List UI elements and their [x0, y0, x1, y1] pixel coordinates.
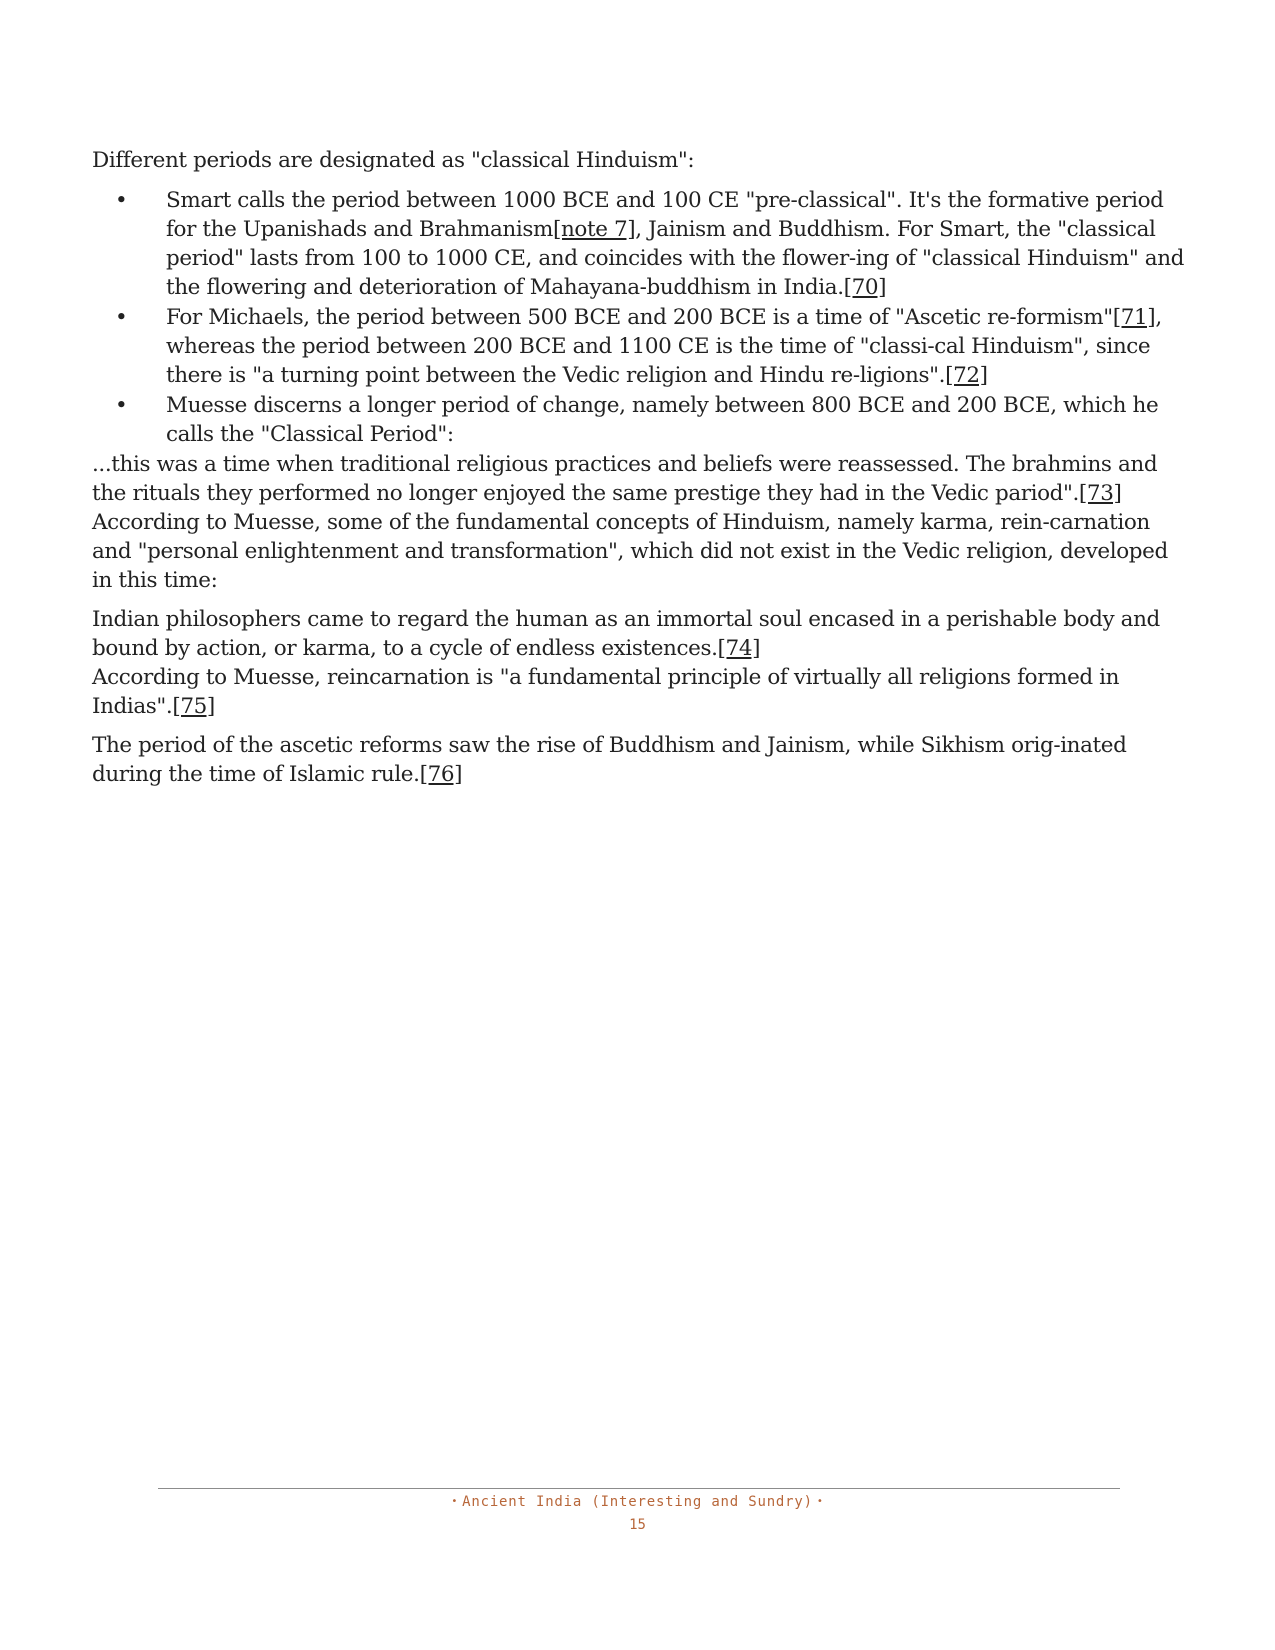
footer-divider: [158, 1488, 1120, 1489]
quote-text: Indian philosophers came to regard the human as an immortal soul encased in a perishable body and bound by action, or karma, to a cycle of endless existences.: [92, 607, 1160, 661]
paragraph-text: The period of the ascetic reforms saw the rise of Buddhism and Jainism, while Sikhism orig-inated during the time of Islamic rule.: [92, 733, 1127, 787]
citation-link-73[interactable]: [73]: [1078, 481, 1122, 506]
list-item-text: , whereas the period between 200 BCE and 1100 CE is the time of "classi-cal Hinduism", since there is "a turning point between the Vedic religion and Hindu re-ligions".: [166, 305, 1162, 388]
list-item-text: , Jainism and Buddhism. For Smart, the "classical period" lasts from 100 to 1000 CE, and coincides with the flower-ing of "classical Hinduism" and the flowering and deterioration of Mahayana-buddhism in India.: [166, 217, 1185, 300]
citation-link-76[interactable]: [76]: [419, 762, 463, 787]
list-item-text: Smart calls the period between 1000 BCE and 100 CE "pre-classical". It's the formative period for the Upanishads and Brahmanism: [166, 188, 1164, 242]
list-item-text: For Michaels, the period between 500 BCE and 200 BCE is a time of "Ascetic re-formism": [166, 305, 1113, 330]
page-number: 15: [629, 1517, 646, 1533]
document-body: [92, 146, 1192, 789]
list-item-text: Muesse discerns a longer period of change, namely between 800 BCE and 200 BCE, which he calls the "Classical Period":: [166, 393, 1159, 447]
footer-dot-right: •: [816, 1496, 824, 1507]
paragraph-text: According to Muesse, reincarnation is "a fundamental principle of virtually all religions formed in Indias".: [92, 665, 1120, 719]
footer-title-text: Ancient India (Interesting and Sundry): [462, 1494, 813, 1510]
list-item-michaels: [92, 303, 1192, 390]
citation-link-70[interactable]: [70]: [843, 275, 887, 300]
quote-paragraph-1: [92, 450, 1192, 508]
intro-paragraph: Different periods are designated as "classical Hinduism":: [92, 148, 695, 173]
ascetic-reforms-paragraph: [92, 731, 1192, 789]
footer-dot-left: •: [451, 1496, 459, 1507]
footer-title: [0, 1494, 1275, 1510]
citation-link-72[interactable]: [72]: [945, 363, 988, 388]
citation-link-71[interactable]: [71]: [1112, 305, 1156, 330]
citation-link-75[interactable]: [75]: [172, 694, 215, 719]
citation-link-note-7[interactable]: [note 7]: [552, 217, 636, 242]
quote-paragraph-2: [92, 605, 1192, 663]
list-item-smart: [92, 186, 1192, 302]
periods-list: [92, 186, 1192, 449]
citation-link-74[interactable]: [74]: [717, 636, 761, 661]
muesse-paragraph: According to Muesse, some of the fundamental concepts of Hinduism, namely karma, rein-carnation and "personal enlightenment and transformation", which did not exist in the Vedic religion, developed in this time:: [92, 510, 1168, 593]
quote-text: ...this was a time when traditional religious practices and beliefs were reassessed. The brahmins and the rituals they performed no longer enjoyed the same prestige they had in the Vedic pariod".: [92, 452, 1158, 506]
list-item-muesse: [92, 391, 1192, 449]
reincarnation-paragraph: [92, 663, 1192, 721]
